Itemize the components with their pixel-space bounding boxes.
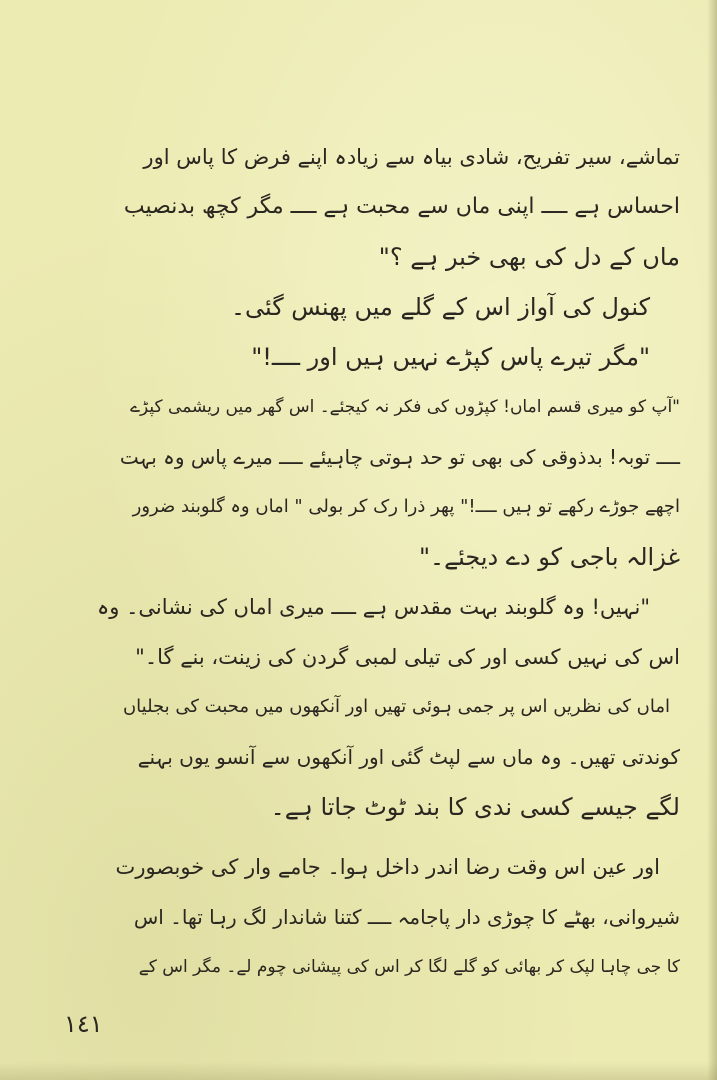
text-line: "مگر تیرے پاس کپڑے نہیں ہیں اور ــــ!"	[251, 343, 650, 371]
page-edge-shadow	[707, 0, 717, 1080]
text-line: "نہیں! وہ گلوبند بہت مقدس ہے ــــ میری اماں کی نشانی۔ وہ	[96, 595, 650, 619]
text-line: ماں کے دل کی بھی خبر ہے ؟"	[378, 243, 680, 271]
page-bottom-shade	[0, 1062, 717, 1080]
text-line: اس کی نہیں کسی اور کی تیلی لمبی گردن کی زینت، بنے گا۔"	[135, 645, 680, 669]
text-line: شیروانی، بھٹے کا چوڑی دار پاجامہ ــــ کتنا شاندار لگ رہا تھا۔ اس	[133, 905, 680, 929]
text-line: لگے جیسے کسی ندی کا بند ٹوٹ جاتا ہے۔	[270, 793, 680, 821]
text-line: اور عین اس وقت رضا اندر داخل ہوا۔ جامے وار کی خوبصورت	[115, 855, 660, 879]
text-line: غزالہ باجی کو دے دیجئے۔"	[418, 543, 680, 571]
text-line: کنول کی آواز اس کے گلے میں پھنس گئی۔	[230, 293, 650, 321]
text-line: "آپ کو میری قسم اماں! کپڑوں کی فکر نہ کیجئے۔ اس گھر میں ریشمی کپڑے	[130, 397, 680, 417]
text-line: کوندتی تھیں۔ وہ ماں سے لپٹ گئی اور آنکھوں سے آنسو یوں بہنے	[137, 745, 680, 769]
text-line: تماشے، سیر تفریح، شادی بیاہ سے زیادہ اپنے فرض کا پاس اور	[143, 145, 680, 169]
text-line: اماں کی نظریں اس پر جمی ہوئی تھیں اور آنکھوں میں محبت کی بجلیاں	[122, 696, 670, 717]
text-line: کا جی چاہا لپک کر بھائی کو گلے لگا کر اس کی پیشانی چوم لے۔ مگر اس کے	[138, 957, 680, 977]
text-line: اچھے جوڑے رکھے تو ہیں ــــ!" پھر ذرا رک کر بولی " اماں وہ گلوبند ضرور	[132, 496, 680, 517]
text-line: احساس ہے ــــ اپنی ماں سے محبت ہے ــــ مگر کچھ بدنصیب	[123, 194, 680, 219]
page-number: ١٤١	[64, 1010, 103, 1038]
text-line: ــــ توبہ! بدذوقی کی بھی تو حد ہوتی چاہیئے ــــ میرے پاس وہ بہت	[119, 445, 680, 469]
